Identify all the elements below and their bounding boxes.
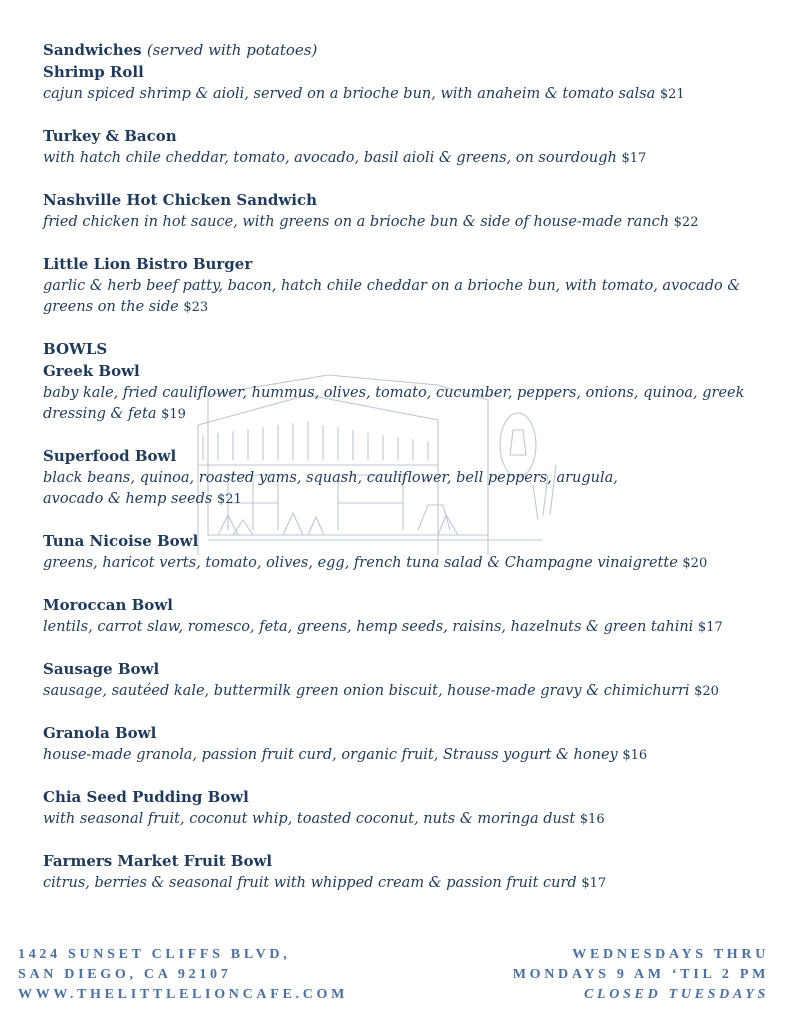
menu-item [43,851,763,894]
item-price: $21 [659,87,685,102]
item-name: Turkey & Bacon [43,127,177,145]
item-description: house-made granola, passion fruit curd, organic fruit, Strauss yogurt & honey $16 [43,747,648,763]
item-description: greens, haricot verts, tomato, olives, egg, french tuna salad & Champagne vinaigrette $20 [43,555,708,571]
item-description: with hatch chile cheddar, tomato, avocado, basil aioli & greens, on sourdough $17 [43,150,647,166]
menu-item [43,659,763,702]
item-name: Tuna Nicoise Bowl [43,532,199,550]
item-price: $23 [183,300,209,315]
item-description: fried chicken in hot sauce, with greens on a brioche bun & side of house-made ranch $22 [43,214,699,230]
item-price: $21 [216,492,242,507]
item-description: cajun spiced shrimp & aioli, served on a brioche bun, with anaheim & tomato salsa $21 [43,86,685,102]
website-link[interactable]: WWW.THELITTLELIONCAFE.COM [18,987,349,1002]
address-line-1: 1424 SUNSET CLIFFS BLVD, [18,947,291,962]
item-description: sausage, sautéed kale, buttermilk green onion biscuit, house-made gravy & chimichurri $20 [43,683,719,699]
menu-item [43,531,763,574]
footer-hours [513,945,769,1005]
bowls-heading: BOWLS [43,340,108,358]
item-description: lentils, carrot slaw, romesco, feta, greens, hemp seeds, raisins, hazelnuts & green tahini $17 [43,619,723,635]
item-price: $17 [697,620,723,635]
hours-line-1: WEDNESDAYS THRU [572,947,769,962]
item-name: Sausage Bowl [43,660,160,678]
menu-item [43,723,763,766]
closed-notice: CLOSED TUESDAYS [583,987,769,1002]
item-name: Shrimp Roll [43,63,144,81]
item-description: garlic & herb beef patty, bacon, hatch chile cheddar on a brioche bun, with tomato, avocado & greens on the side $23 [43,278,741,315]
item-description: baby kale, fried cauliflower, hummus, olives, tomato, cucumber, peppers, onions, quinoa, greek dressing & feta $19 [43,385,745,422]
footer-address [18,945,348,1005]
item-name: Superfood Bowl [43,447,177,465]
item-name: Granola Bowl [43,724,157,742]
item-name: Farmers Market Fruit Bowl [43,852,273,870]
address-line-2: SAN DIEGO, CA 92107 [18,967,232,982]
item-name: Little Lion Bistro Burger [43,255,253,273]
item-price: $20 [682,556,708,571]
item-price: $20 [694,684,719,699]
item-price: $22 [673,215,699,230]
menu-item [43,126,763,169]
menu-item [43,254,763,318]
item-description: with seasonal fruit, coconut whip, toasted coconut, nuts & moringa dust $16 [43,811,605,827]
item-description: citrus, berries & seasonal fruit with whipped cream & passion fruit curd $17 [43,875,607,891]
item-description: black beans, quinoa, roasted yams, squash, cauliflower, bell peppers, arugula, avocado & hemp seeds $21 [43,470,618,507]
item-name: Moroccan Bowl [43,596,173,614]
menu-item [43,62,763,105]
menu-item [43,446,763,510]
menu-item [43,361,763,425]
item-name: Chia Seed Pudding Bowl [43,788,249,806]
item-price: $16 [622,748,648,763]
sandwiches-note: (served with potatoes) [146,41,318,59]
menu-item [43,190,763,233]
item-price: $16 [579,812,605,827]
item-price: $17 [581,876,607,891]
sandwiches-heading: Sandwiches (served with potatoes) [43,41,318,59]
item-price: $19 [161,407,186,422]
item-price: $17 [621,151,647,166]
menu-content [43,40,763,915]
hours-line-2: MONDAYS 9 AM ‘TIL 2 PM [512,967,769,982]
menu-item [43,787,763,830]
item-name: Nashville Hot Chicken Sandwich [43,191,318,209]
item-name: Greek Bowl [43,362,140,380]
menu-item [43,595,763,638]
